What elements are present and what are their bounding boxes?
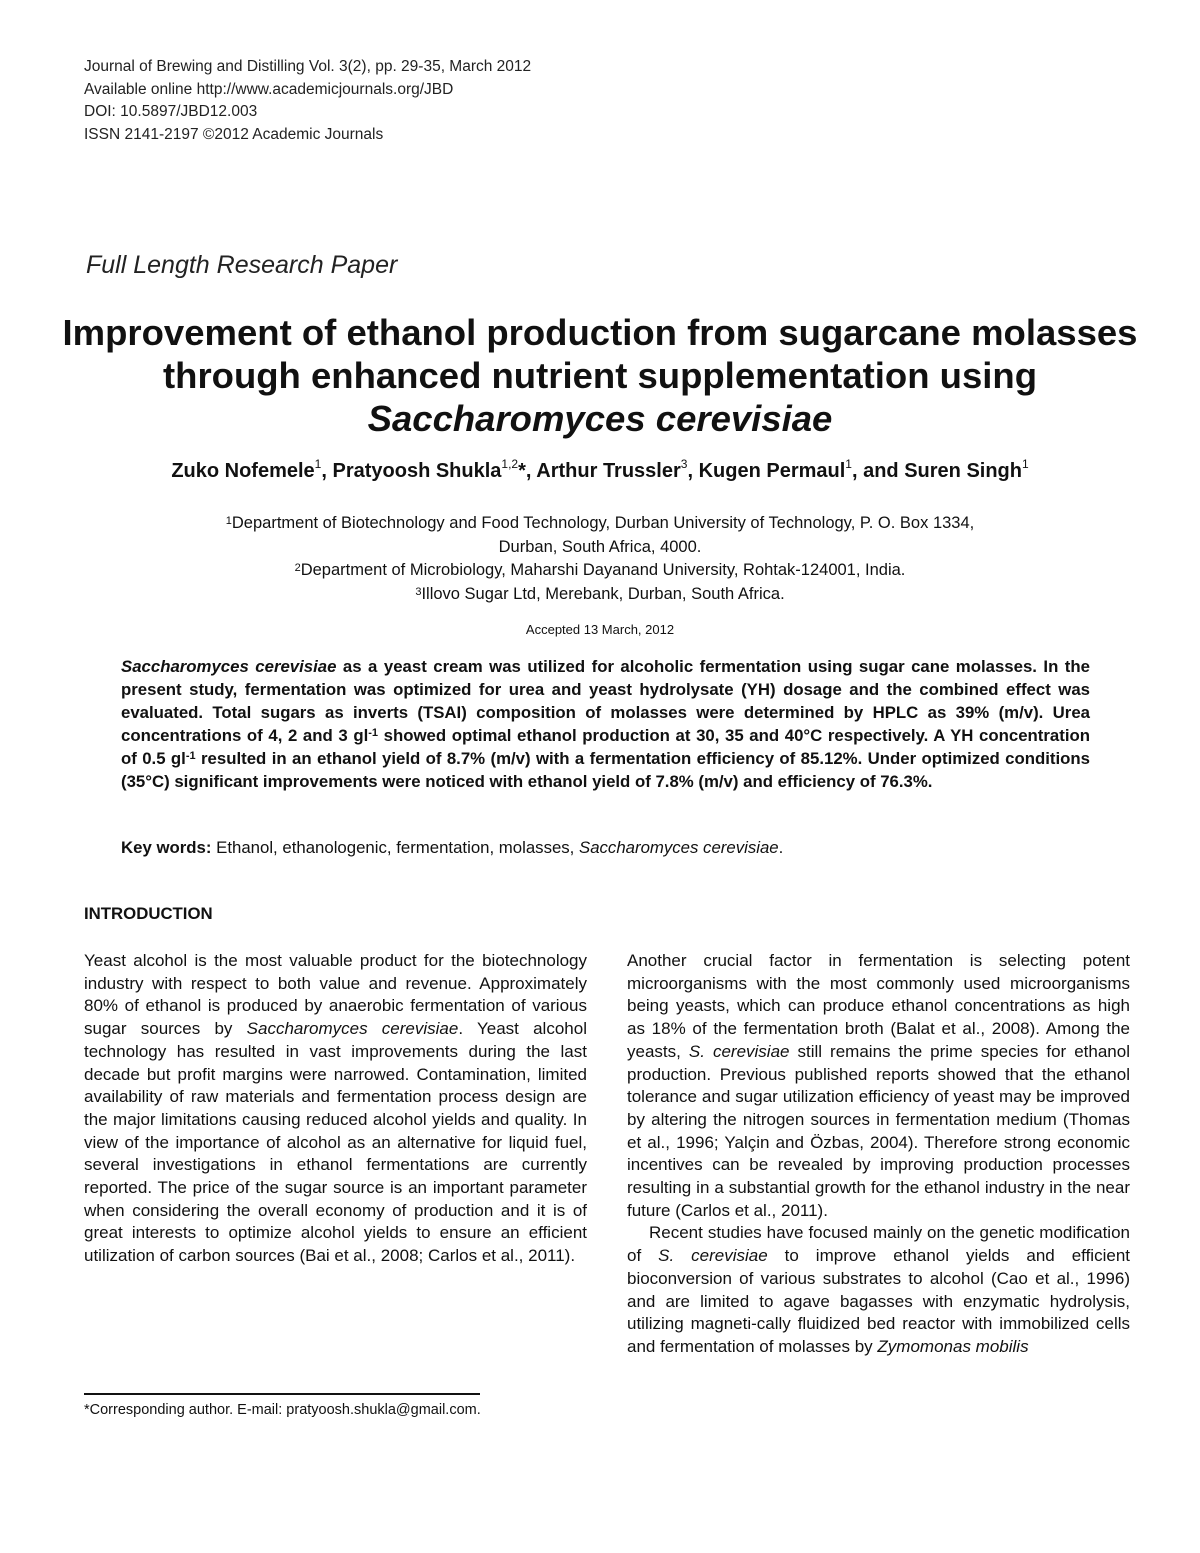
paragraph-text: to improve ethanol yields and efficient bioconversion of various substrates to alcohol (Cao et al., 1996) and are limited to agave bagasses with enzymatic hydrolysis, utilizing magneti-cally fluidized bed reactor with immobilized cells and fermentation of molasses by xyxy=(627,1246,1130,1356)
section-heading-introduction: INTRODUCTION xyxy=(84,904,213,923)
abstract-sup: -1 xyxy=(368,727,379,739)
affiliation-number: 3 xyxy=(415,585,422,598)
affiliation-1 xyxy=(40,512,1160,536)
author-list xyxy=(40,457,1160,483)
paragraph-species: Zymomonas mobilis xyxy=(877,1336,1029,1356)
keywords-text: Ethanol, ethanologenic, fermentation, molasses, xyxy=(211,838,580,857)
affiliations xyxy=(40,512,1160,606)
paper-type: Full Length Research Paper xyxy=(86,251,398,279)
affiliation-text: Department of Biotechnology and Food Technology, Durban University of Technology, P. O. Box 1334, xyxy=(231,514,975,532)
keywords-species: Saccharomyces cerevisiae xyxy=(579,838,779,857)
abstract-part: resulted in an ethanol yield of 8.7% (m/v) with a fermentation efficiency of 85.12%. Under optimized conditions (35°C) significant improvements were noticed with ethanol yield of 7.8% (m/v) and efficiency of 76.3%. xyxy=(121,749,1091,791)
author-separator: , xyxy=(525,460,537,482)
author: Kugen Permaul xyxy=(698,460,846,482)
journal-issn: ISSN 2141-2197 ©2012 Academic Journals xyxy=(84,125,384,143)
paragraph-species: S. cerevisiae xyxy=(688,1041,790,1061)
author-sup: 1 xyxy=(1022,457,1029,471)
author-separator: , xyxy=(687,460,699,482)
paragraph xyxy=(627,950,1130,1222)
journal-url[interactable]: Available online http://www.academicjournals.org/JBD xyxy=(84,80,454,98)
author-sup: 1,2 xyxy=(501,457,519,471)
author: Zuko Nofemele xyxy=(171,460,315,482)
accepted-date: Accepted 13 March, 2012 xyxy=(525,622,675,637)
keywords xyxy=(121,838,783,858)
author-separator: , and xyxy=(851,460,905,482)
author-separator: , xyxy=(321,460,333,482)
abstract-species: Saccharomyces cerevisiae xyxy=(121,657,337,676)
abstract-part: showed optimal ethanol production at 30, 35 and 40°C respectively. A YH concentration of 0.5 gl xyxy=(121,726,1091,768)
author-sup: 1 xyxy=(314,457,322,471)
corresponding-author-footnote: *Corresponding author. E-mail: pratyoosh.shukla@gmail.com. xyxy=(84,1402,481,1418)
author: Suren Singh xyxy=(904,460,1022,482)
author: Arthur Trussler xyxy=(536,460,681,482)
affiliation-text: Illovo Sugar Ltd, Merebank, Durban, South Africa. xyxy=(421,584,785,603)
affiliation-text: Department of Microbiology, Maharshi Dayanand University, Rohtak-124001, India. xyxy=(300,561,906,579)
paragraph-text: Yeast alcohol is the most valuable product for the biotechnology industry with respect to both value and revenue. Approximately 80% of ethanol is produced by anaerobic fermentation of various sugar sources by xyxy=(84,951,587,1039)
abstract-text xyxy=(121,655,1090,793)
paragraph-species: Saccharomyces cerevisiae xyxy=(246,1019,459,1039)
body-column-right xyxy=(627,950,1130,1359)
journal-doi: DOI: 10.5897/JBD12.003 xyxy=(84,103,258,120)
body-column-left xyxy=(84,950,587,1268)
affiliation-number: 1 xyxy=(225,515,232,527)
affiliation-1-cont: Durban, South Africa, 4000. xyxy=(498,537,702,556)
author: Pratyoosh Shukla xyxy=(332,460,502,482)
journal-header xyxy=(84,56,531,146)
paper-title xyxy=(40,311,1160,440)
footnote-divider xyxy=(84,1393,480,1395)
corresponding-mark: * xyxy=(518,460,526,482)
keywords-label: Key words: xyxy=(121,838,212,857)
paragraph xyxy=(627,1222,1130,1358)
paragraph-text: Recent studies have focused mainly on the genetic modification of xyxy=(627,1223,1130,1266)
abstract-sup: -1 xyxy=(185,750,196,762)
paragraph-text: still remains the prime species for ethanol production. Previous published reports showed that the ethanol tolerance and sugar utilization efficiency of yeast may be improved by altering the nitrogen sources in fermentation medium (Thomas et al., 1996; Yalçin and Özbas, 2004). Therefore strong economic incentives can be revealed by improving production processes resulting in a substantial growth for the ethanol industry in the near future (Carlos et al., 2011). xyxy=(627,1041,1130,1220)
affiliation-3 xyxy=(40,583,1160,607)
affiliation-2 xyxy=(40,559,1160,583)
paragraph-text: Another crucial factor in fermentation is selecting potent microorganisms with the most commonly used microorganisms being yeasts, which can produce ethanol concentrations as high as 18% of the fermentation broth (Balat et al., 2008). Among the yeasts, xyxy=(627,951,1130,1061)
paragraph xyxy=(84,950,587,1268)
journal-citation: Journal of Brewing and Distilling Vol. 3(2), pp. 29-35, March 2012 xyxy=(84,58,532,75)
title-species: Saccharomyces cerevisiae xyxy=(367,398,833,439)
keywords-end: . xyxy=(778,838,784,857)
paragraph-species: S. cerevisiae xyxy=(658,1246,768,1266)
author-sup: 3 xyxy=(680,457,688,471)
abstract xyxy=(121,655,1090,793)
author-sup: 1 xyxy=(845,457,852,471)
abstract-part: as a yeast cream was utilized for alcoholic fermentation using sugar cane molasses. In the present study, fermentation was optimized for urea and yeast hydrolysate (YH) dosage and the combined effect was evaluated. Total sugars as inverts (TSAI) composition of molasses were determined by HPLC as 39% (m/v). Urea concentrations of 4, 2 and 3 gl xyxy=(121,657,1090,745)
paragraph-text: . Yeast alcohol technology has resulted in vast improvements during the last decade but profit margins were narrowed. Contamination, limited availability of raw materials and fermentation process design are the major limitations causing reduced alcohol yields and quality. In view of the importance of alcohol as an alternative for liquid fuel, several investigations in ethanol fermentations are currently reported. The price of the sugar source is an important parameter when considering the overall economy of production and it is of great interests to optimize alcohol yields to ensure an efficient utilization of carbon sources (Bai et al., 2008; Carlos et al., 2011). xyxy=(84,1019,587,1266)
affiliation-number: 2 xyxy=(294,562,301,574)
title-text: Improvement of ethanol production from sugarcane molasses through enhanced nutrient supplementation using xyxy=(62,312,1138,396)
